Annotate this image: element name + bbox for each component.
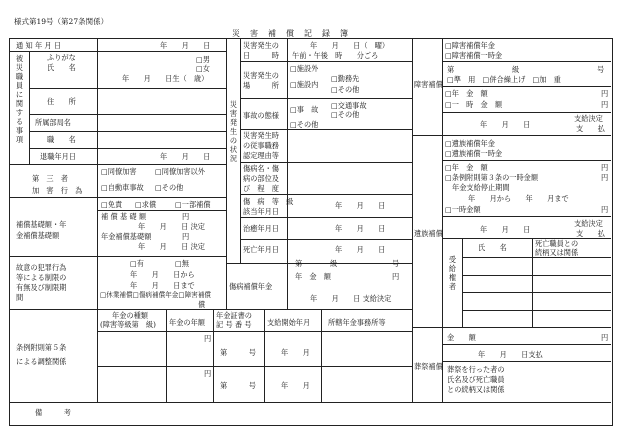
art5-certificate-header: 年金証書の (216, 311, 252, 320)
art5-label-2: による調整関係 (16, 357, 67, 366)
notice-date-value[interactable]: 年 月 日 (160, 41, 211, 50)
disability-section-label: 障害補償 (414, 80, 443, 89)
cure-date-label: 治癒年月日 (243, 224, 279, 233)
pension-basis-label: 年金補償基礎額 (101, 232, 152, 241)
disability-pension-checkbox[interactable]: □障害補償年金 (445, 41, 495, 50)
incident-time-value[interactable]: 午前・午後 時 分ごろ (292, 51, 379, 60)
tp-coworker-checkbox[interactable]: □同僚加害 (101, 167, 137, 176)
crime-from-date[interactable]: 年 月 日から (130, 270, 195, 279)
third-party-label: 第 三 者 (32, 174, 68, 183)
art5-office-header: 所轄年金事務所等 (328, 318, 386, 327)
basis-exempt-checkbox[interactable]: □免責 (101, 200, 123, 209)
dis-pension-amount[interactable]: □年 金 額 (445, 89, 488, 98)
tp-vehicle-checkbox[interactable]: □自動車事故 (101, 183, 144, 192)
rec-relation-header: 死亡職員との (535, 239, 579, 248)
art5-pension-type-header: 年金の種類 (112, 311, 148, 320)
cure-date-value[interactable]: 年 月 日 (335, 224, 386, 233)
form-number: 様式第19号（第27条関係） (14, 17, 109, 26)
third-party-label-2: 加 害 行 為 (32, 186, 83, 195)
sur-article3-yen: 円 (601, 173, 609, 182)
pension-grade-suffix: 級 (330, 259, 338, 268)
sur-suspension-period[interactable]: 年 月から 年 月まで (468, 194, 569, 203)
sur-pension-amount[interactable]: □年 金 額 (445, 163, 488, 172)
victim-section-label: 被災職員に関する事項 (15, 54, 24, 144)
art5-row1-start[interactable]: 年 月 (281, 348, 310, 357)
dis-lump-yen: 円 (601, 100, 609, 109)
grade-date-label-2: 該当年月日 (243, 207, 279, 216)
birth-date-value[interactable]: 年 月 日生（ 歳） (122, 74, 209, 83)
crime-yes-checkbox[interactable]: □有 (130, 259, 144, 268)
type-accident-other-checkbox[interactable]: □その他 (290, 120, 319, 129)
basis-decide-date[interactable]: 年 月 日 決定 (138, 222, 205, 231)
death-date-value[interactable]: 年 月 日 (335, 245, 386, 254)
rec-relation-header-2: 続柄又は関係 (535, 248, 579, 257)
basis-claim-checkbox[interactable]: □求償 (135, 200, 157, 209)
grade-date-label: 傷 病 等 級 (243, 197, 294, 206)
art5-row2-yen: 円 (204, 369, 212, 378)
art5-row2-start[interactable]: 年 月 (281, 381, 310, 390)
duty-label: 災害発生時 (243, 131, 279, 140)
art5-annual-amount-header: 年金の年額 (169, 318, 205, 327)
dis-grade-suffix: 級 (512, 65, 520, 74)
funeral-section-label: 葬祭補償 (414, 362, 443, 371)
basis-amount-label: 補 償 基 礎 額 (101, 212, 147, 221)
injury-label-2: 病の部位及 (243, 174, 279, 183)
sur-lump-amount[interactable]: □一時金額 (445, 205, 481, 214)
crime-label-2: 等による制限の (16, 273, 67, 282)
sur-payment-label: 支 払 (576, 229, 605, 238)
tp-non-coworker-checkbox[interactable]: □同僚加害以外 (155, 167, 205, 176)
dis-pension-yen: 円 (601, 89, 609, 98)
sur-payment-date[interactable]: 年 月 日 (480, 225, 531, 234)
notice-date-label: 通 知 年 月 日 (16, 41, 62, 50)
gender-female-checkbox[interactable]: □女 (196, 64, 210, 73)
basis-partial-checkbox[interactable]: □一部補償 (175, 200, 211, 209)
art5-row1-cert-no[interactable]: 第 号 (220, 348, 256, 357)
type-other-checkbox[interactable]: □その他 (331, 110, 360, 119)
incident-datetime-label-2: 日 時 (243, 51, 279, 60)
incident-date-value[interactable]: 年 月 日（ 曜） (310, 41, 390, 50)
sur-lump-yen: 円 (601, 205, 609, 214)
place-other-checkbox[interactable]: □その他 (331, 85, 360, 94)
retire-date-label: 退職年月日 (40, 152, 76, 161)
crime-label-4: 間 (16, 293, 24, 302)
pension-number-suffix: 号 (392, 259, 400, 268)
survivor-lump-checkbox[interactable]: □遺族補償一時金 (445, 149, 503, 158)
funeral-amount-yen: 円 (601, 333, 609, 342)
pension-no-prefix: 第 (295, 259, 303, 268)
funeral-performer-label-3: との続柄又は関係 (447, 385, 505, 394)
pension-amount-label: 年 金 額 (295, 272, 331, 281)
sur-article3-amount[interactable]: □条例附則第３条の一時金額 (445, 173, 539, 182)
sur-decision-label: 支給決定 (574, 219, 603, 228)
remarks-label: 備 考 (35, 408, 71, 417)
name-label: 氏 名 (47, 63, 76, 72)
pension-amount-yen: 円 (392, 272, 400, 281)
retire-date-value[interactable]: 年 月 日 (160, 152, 211, 161)
art5-row1-yen: 円 (204, 334, 212, 343)
gender-male-checkbox[interactable]: □男 (196, 55, 210, 64)
injury-label-3: び 程 度 (243, 184, 279, 193)
rec-name-header: 氏 名 (478, 243, 507, 252)
funeral-amount-label: 金 額 (447, 333, 476, 342)
dis-number-suffix: 号 (597, 65, 605, 74)
sur-pension-yen: 円 (601, 163, 609, 172)
disability-lump-checkbox[interactable]: □障害補償一時金 (445, 51, 503, 60)
crime-label: 故意の犯罪行為 (16, 263, 67, 272)
crime-benefit-options-2: 償 (198, 300, 206, 309)
accident-type-label: 事故の態様 (243, 111, 279, 120)
incident-place-label: 災害発生の (243, 71, 279, 80)
art5-start-header: 支給開始年月 (267, 318, 311, 327)
place-inside-checkbox[interactable]: □施設内 (290, 80, 319, 89)
art5-pension-grade-header: (障害等級第 級) (100, 320, 156, 329)
crime-to-date[interactable]: 年 月 日まで (130, 281, 195, 290)
crime-no-checkbox[interactable]: □無 (175, 259, 189, 268)
funeral-payment-date[interactable]: 年 月 日支払 (478, 350, 543, 359)
survivor-section-label: 遺族補償 (414, 229, 443, 238)
dis-no-prefix: 第 (447, 65, 455, 74)
survivor-pension-checkbox[interactable]: □遺族補償年金 (445, 139, 495, 148)
type-traffic-checkbox[interactable]: □交通事故 (331, 101, 367, 110)
place-workplace-checkbox[interactable]: □勤務先 (331, 74, 360, 83)
incident-datetime-label: 災害発生の (243, 41, 279, 50)
funeral-performer-label-2: 氏名及び死亡職員 (447, 375, 505, 384)
divider (412, 38, 413, 402)
dis-decision-label: 支給決定 (574, 114, 603, 123)
dis-payment-date[interactable]: 年 月 日 (480, 120, 531, 129)
position-label: 職 名 (47, 135, 76, 144)
type-accident-checkbox[interactable]: □事 故 (290, 105, 319, 114)
pension-basis-yen: 円 (182, 232, 190, 241)
art5-row2-cert-no[interactable]: 第 号 (220, 381, 256, 390)
pension-basis-decide-date[interactable]: 年 月 日 決定 (138, 242, 205, 251)
art5-label: 条例附則第５条 (16, 343, 67, 352)
dept-label: 所属部局名 (35, 118, 71, 127)
basis-label: 補償基礎額・年 (16, 220, 67, 229)
crime-benefit-options[interactable]: □休業補償□傷病補償年金□障害補償 (100, 291, 212, 299)
funeral-performer-label: 葬祭を行った者の (447, 365, 505, 374)
incident-place-label-2: 場 所 (243, 81, 279, 90)
art5-certificate-header-2: 記 号 番 号 (216, 320, 252, 329)
dis-payment-label: 支 払 (576, 124, 605, 133)
recipient-label: 受給権者 (448, 255, 457, 291)
injury-pension-label: 傷病補償年金 (229, 282, 273, 291)
grade-date-value[interactable]: 年 月 日 (335, 201, 386, 210)
form-title: 災 害 補 償 記 録 簿 (232, 29, 349, 38)
dis-apply-options[interactable]: □準 用 □併合繰上げ □加 重 (447, 75, 561, 84)
basis-label-2: 金補償基礎額 (16, 231, 60, 240)
injury-label: 傷病名・傷 (243, 164, 279, 173)
incident-section-label: 災害発生の状況 (229, 100, 238, 163)
sur-suspension-label: 年金支給停止期間 (452, 183, 510, 192)
basis-amount-yen: 円 (182, 212, 190, 221)
duty-label-3: 認定理由等 (243, 151, 279, 160)
dis-lump-amount[interactable]: □一 時 金 額 (445, 100, 503, 109)
address-label: 住 所 (47, 97, 76, 106)
divider (226, 38, 227, 309)
tp-other-checkbox[interactable]: □その他 (155, 183, 184, 192)
place-outside-checkbox[interactable]: □施設外 (290, 64, 319, 73)
duty-label-2: の従事職務 (243, 141, 279, 150)
pension-decide-date[interactable]: 年 月 日 支給決定 (310, 294, 392, 303)
furigana-label: ふりがな (47, 53, 76, 62)
crime-label-3: 有無及び制限期 (16, 283, 67, 292)
death-date-label: 死亡年月日 (243, 245, 279, 254)
